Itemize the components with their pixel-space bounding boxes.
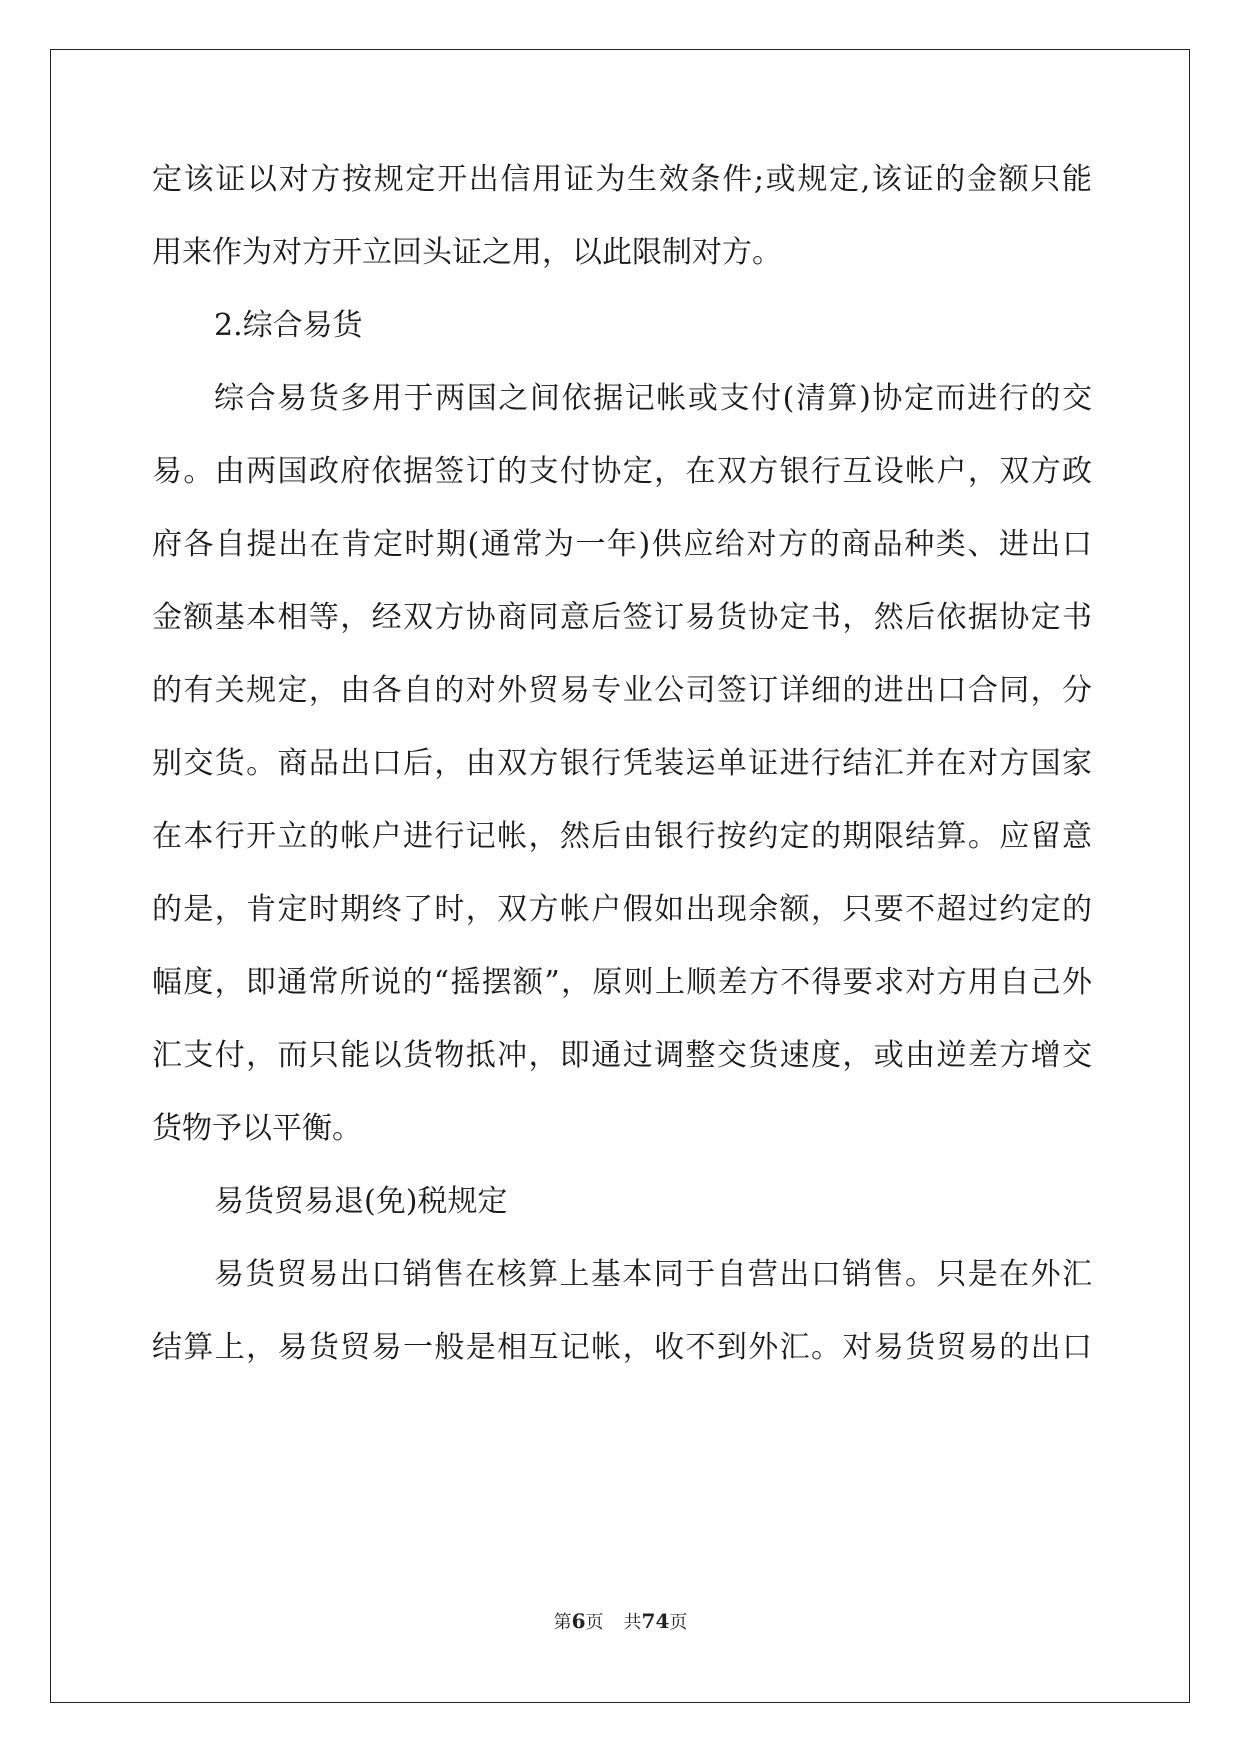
paragraph-line: 结算上，易货贸易一般是相互记帐，收不到外汇。对易货贸易的出口	[152, 1330, 1092, 1365]
section-heading: 易货贸易退(免)税规定	[214, 1184, 508, 1219]
footer-total-suffix: 页	[669, 1612, 688, 1633]
paragraph-line: 汇支付，而只能以货物抵冲，即通过调整交货速度，或由逆差方增交	[152, 1038, 1092, 1073]
footer-page-number: 6	[571, 1609, 586, 1633]
page-footer	[0, 1609, 1241, 1635]
paragraph-line: 的是，肯定时期终了时，双方帐户假如出现余额，只要不超过约定的	[152, 892, 1092, 927]
footer-total-prefix: 共	[623, 1612, 642, 1633]
paragraph-line: 货物予以平衡。	[152, 1111, 362, 1146]
paragraph-line: 别交货。商品出口后，由双方银行凭装运单证进行结汇并在对方国家	[152, 746, 1092, 781]
paragraph-line: 在本行开立的帐户进行记帐，然后由银行按约定的期限结算。应留意	[152, 819, 1092, 854]
paragraph-line: 的有关规定，由各自的对外贸易专业公司签订详细的进出口合同，分	[152, 673, 1092, 708]
section-heading: 2.综合易货	[214, 308, 363, 343]
paragraph-line: 易货贸易出口销售在核算上基本同于自营出口销售。只是在外汇	[214, 1257, 1092, 1292]
page-border	[50, 49, 1190, 1703]
paragraph-line: 金额基本相等，经双方协商同意后签订易货协定书，然后依据协定书	[152, 600, 1092, 635]
footer-total-pages: 74	[641, 1609, 670, 1633]
paragraph-line: 幅度，即通常所说的“摇摆额”，原则上顺差方不得要求对方用自己外	[152, 965, 1092, 1000]
paragraph-line: 定该证以对方按规定开出信用证为生效条件;或规定,该证的金额只能	[152, 162, 1092, 197]
paragraph-line: 综合易货多用于两国之间依据记帐或支付(清算)协定而进行的交	[214, 381, 1092, 416]
footer-page-suffix: 页	[585, 1612, 604, 1633]
paragraph-line: 用来作为对方开立回头证之用，以此限制对方。	[152, 235, 782, 270]
paragraph-line: 府各自提出在肯定时期(通常为一年)供应给对方的商品种类、进出口	[152, 527, 1092, 562]
paragraph-line: 易。由两国政府依据签订的支付协定，在双方银行互设帐户，双方政	[152, 454, 1092, 489]
footer-page-prefix: 第	[553, 1612, 572, 1633]
